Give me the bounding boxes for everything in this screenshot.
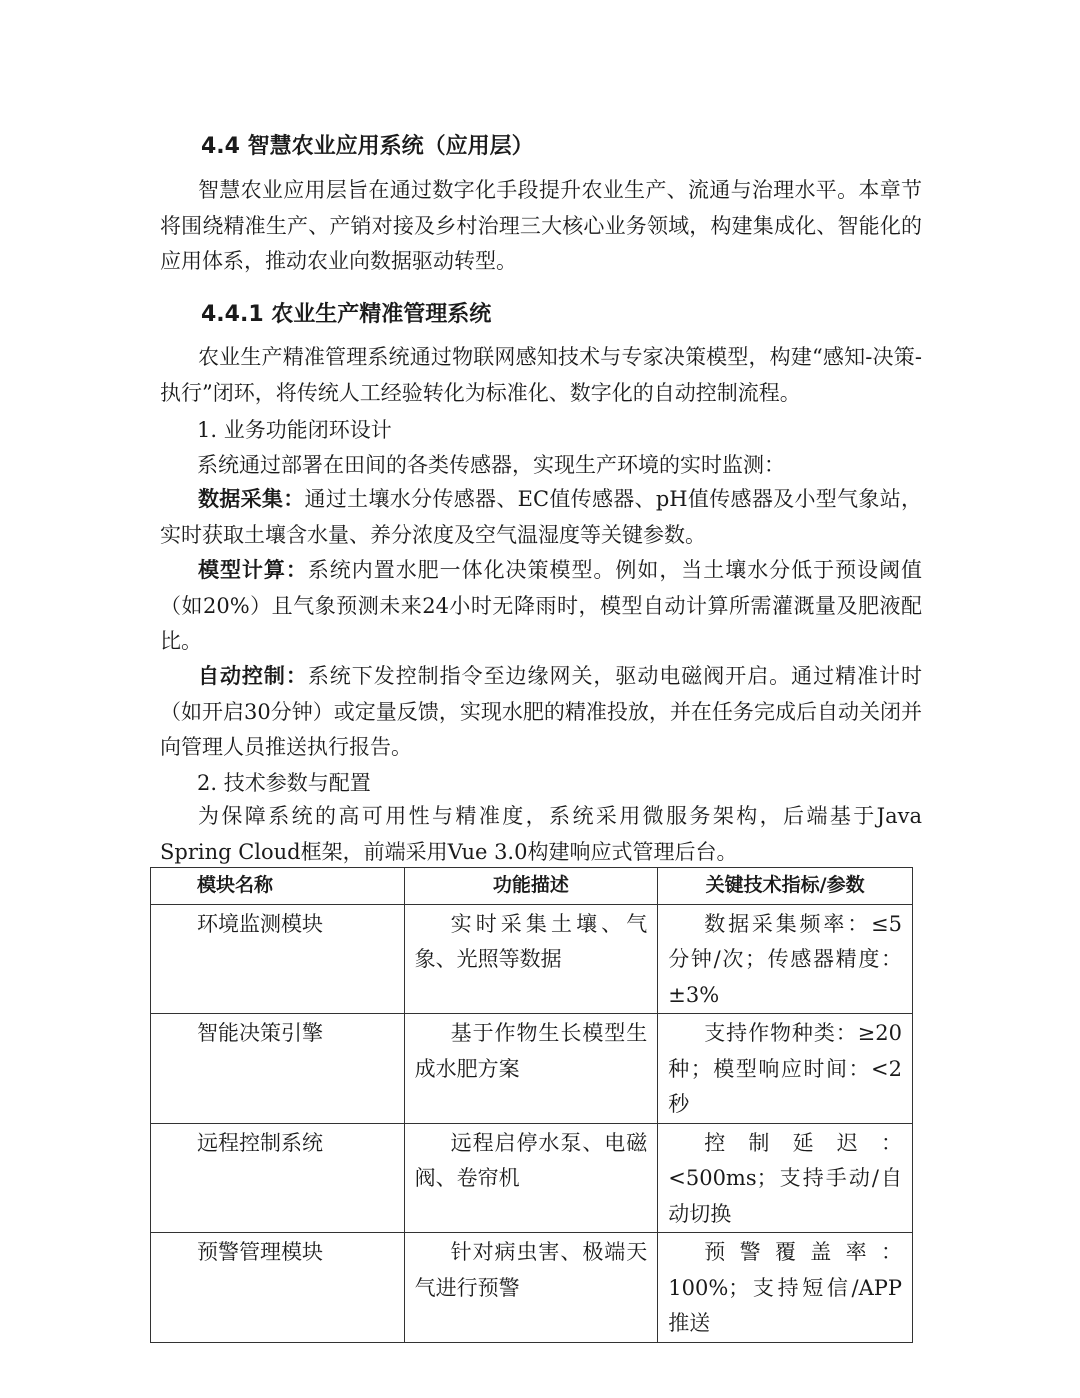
item-text: 系统下发控制指令至边缘网关，驱动电磁阀开启。通过精准计时（如开启30分钟）或定量反馈，实现水肥的精准投放，并在任务完成后自动关闭并向管理人员推送执行报告。	[160, 664, 922, 759]
table-cell: 环境监测模块	[151, 904, 405, 1014]
table-row	[151, 904, 913, 1014]
item-text: 系统内置水肥一体化决策模型。例如，当土壤水分低于预设阈值（如20%）且气象预测未来24小时无降雨时，模型自动计算所需灌溉量及肥液配比。	[160, 558, 922, 653]
item-label: 模型计算：	[198, 557, 308, 582]
table-cell: 远程控制系统	[151, 1123, 405, 1233]
table-cell: 智能决策引擎	[151, 1014, 405, 1124]
section-heading-4-4: 4.4 智慧农业应用系统（应用层）	[201, 134, 534, 159]
sub1-intro: 系统通过部署在田间的各类传感器，实现生产环境的实时监测：	[197, 453, 785, 477]
table-cell: 预警管理模块	[151, 1233, 405, 1343]
table-row	[151, 1123, 913, 1233]
item-label: 数据采集：	[198, 486, 305, 511]
section-heading-4-4-1: 4.4.1 农业生产精准管理系统	[201, 302, 492, 327]
table-cell: 基于作物生长模型生成水肥方案	[404, 1014, 658, 1124]
table-row	[151, 1014, 913, 1124]
table-cell: 远程启停水泵、电磁阀、卷帘机	[404, 1123, 658, 1233]
table-cell: 预警覆盖率：100%；支持短信/APP推送	[658, 1233, 913, 1343]
item-text: 通过土壤水分传感器、EC值传感器、pH值传感器及小型气象站，实时获取土壤含水量、养分浓度及空气温湿度等关键参数。	[160, 487, 923, 547]
parameter-table	[150, 867, 913, 1343]
item-data-collection	[160, 481, 922, 553]
item-model-calculation	[160, 552, 922, 660]
table-cell: 控制延迟：<500ms；支持手动/自动切换	[658, 1123, 913, 1233]
table-header-cell: 功能描述	[404, 868, 658, 905]
table-header-cell: 模块名称	[151, 868, 405, 905]
table-header-row	[151, 868, 913, 905]
system-paragraph: 农业生产精准管理系统通过物联网感知技术与专家决策模型，构建“感知-决策-执行”闭环，将传统人工经验转化为标准化、数字化的自动控制流程。	[160, 345, 922, 405]
table-cell: 针对病虫害、极端天气进行预警	[404, 1233, 658, 1343]
item-label: 自动控制：	[198, 663, 308, 688]
item-auto-control	[160, 658, 922, 766]
table-header-cell: 关键技术指标/参数	[658, 868, 913, 905]
table-cell: 支持作物种类：≥20种；模型响应时间：<2秒	[658, 1014, 913, 1124]
subheading-1: 1. 业务功能闭环设计	[197, 418, 392, 442]
intro-paragraph: 智慧农业应用层旨在通过数字化手段提升农业生产、流通与治理水平。本章节将围绕精准生产、产销对接及乡村治理三大核心业务领域，构建集成化、智能化的应用体系，推动农业向数据驱动转型。	[160, 178, 922, 273]
table-row	[151, 1233, 913, 1343]
table-cell: 实时采集土壤、气象、光照等数据	[404, 904, 658, 1014]
table-cell: 数据采集频率：≤5分钟/次；传感器精度：±3%	[658, 904, 913, 1014]
subheading-2: 2. 技术参数与配置	[197, 771, 371, 795]
sub2-intro: 为保障系统的高可用性与精准度，系统采用微服务架构，后端基于Java Spring Cloud框架，前端采用Vue 3.0构建响应式管理后台。	[160, 804, 922, 864]
